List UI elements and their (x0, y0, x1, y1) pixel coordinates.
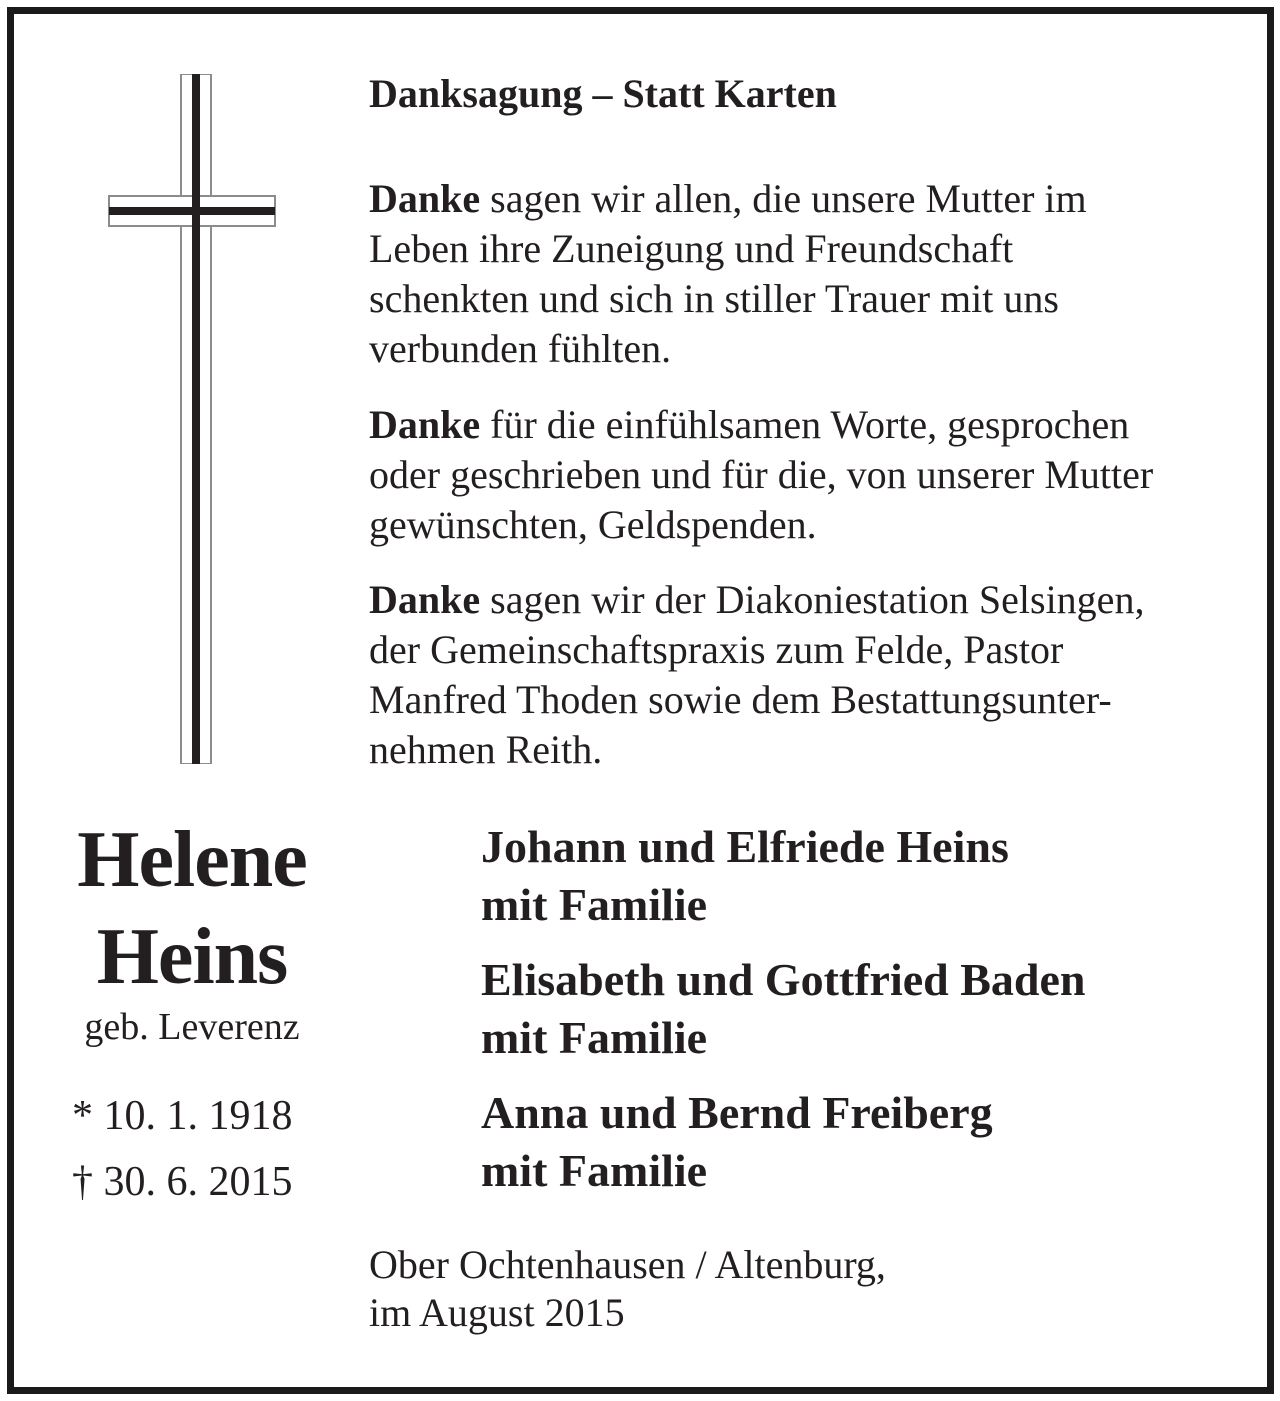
deceased-first-name: Helene (77, 816, 307, 904)
family-names: Johann und Elfriede Heins (481, 821, 1009, 872)
paragraph-line: verbunden fühlten. (369, 326, 672, 371)
paragraph-line: sagen wir der Diakoniestation Selsingen, (480, 577, 1145, 622)
birth-date: * 10. 1. 1918 (72, 1093, 293, 1139)
place-and-date (369, 1241, 886, 1337)
thanks-lead: Danke (369, 402, 481, 447)
date-line: im August 2015 (369, 1290, 625, 1335)
family-entry-1 (481, 818, 1009, 934)
thanks-lead: Danke (369, 577, 481, 622)
paragraph-line: oder geschrieben und für die, von unserer Mutter (369, 452, 1154, 497)
family-names: Elisabeth und Gottfried Baden (481, 954, 1086, 1005)
paragraph-line: nehmen Reith. (369, 727, 603, 772)
cross-icon (108, 74, 276, 764)
family-entry-3 (481, 1084, 993, 1200)
place-line: Ober Ochtenhausen / Altenburg, (369, 1242, 886, 1287)
paragraph-line: sagen wir allen, die unsere Mutter im (480, 176, 1087, 221)
thanks-paragraph-1 (369, 174, 1087, 374)
death-date: † 30. 6. 2015 (72, 1159, 293, 1205)
family-entry-2 (481, 951, 1086, 1067)
deceased-last-name: Heins (96, 913, 288, 1001)
family-names: Anna und Bernd Freiberg (481, 1087, 993, 1138)
thanks-paragraph-2 (369, 400, 1153, 550)
paragraph-line: Leben ihre Zuneigung und Freundschaft (369, 226, 1014, 271)
family-suffix: mit Familie (481, 879, 708, 930)
paragraph-line: schenkten und sich in stiller Trauer mit uns (369, 276, 1059, 321)
family-suffix: mit Familie (481, 1012, 708, 1063)
paragraph-line: Manfred Thoden sowie dem Bestattungsunter- (369, 677, 1112, 722)
paragraph-line: für die einfühlsamen Worte, gesprochen (480, 402, 1130, 447)
paragraph-line: der Gemeinschaftspraxis zum Felde, Pastor (369, 627, 1064, 672)
thanks-lead: Danke (369, 176, 481, 221)
paragraph-line: gewünschten, Geldspenden. (369, 502, 817, 547)
family-suffix: mit Familie (481, 1145, 708, 1196)
thanks-paragraph-3 (369, 575, 1144, 775)
notice-heading: Danksagung – Statt Karten (369, 71, 837, 116)
deceased-maiden-name: geb. Leverenz (84, 1006, 300, 1048)
